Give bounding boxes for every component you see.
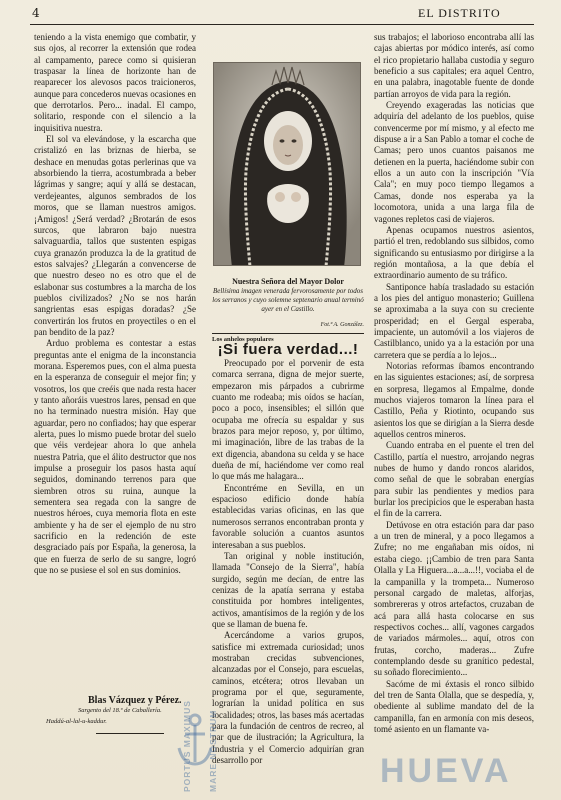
article-headline: ¡Si fuera verdad...!	[217, 341, 359, 358]
caption-title: Nuestra Señora del Mayor Dolor	[232, 277, 344, 286]
paragraph: Santiponce había trasladado su estación a los pies del antiguo monasterio; Guillena se aproximaba a la suya con su creciente prosperidad; en el Gergal esperaba, impaciente, un automóvil a los viajeros de Castilblanco, unido ya a la estación por una carretera que se perdía a lo lejos...	[374, 281, 534, 360]
virgin-image-icon	[214, 63, 361, 266]
paragraph: Tan original y noble institución, llamada "Consejo de la Sierra", había surgido, según me decían, de entre las cenizas de la apatía serrana y estaba constituida por hombres inteligentes, activos, amantísimos de la región y de los que se llaman de buena fe.	[212, 550, 364, 629]
column-right	[374, 32, 534, 735]
paragraph: Apenas ocupamos nuestros asientos, partió el tren, redoblando sus silbidos, como significando su entusiasmo por dirigirse a la región montañosa, a la que debía el extraordinario aumento de su tráfico.	[374, 224, 534, 281]
paragraph: Cuando entraba en el puente el tren del Castillo, partía el nuestro, arrojando negras nubes de humo y dando roncos alaridos, como señal de que le sobraban energías para subir las pendientes y medios para burlar los precipicios que le esperaban hasta el fin de la carrera.	[374, 440, 534, 519]
anchor-icon	[175, 712, 215, 768]
virgin-photo	[213, 62, 361, 266]
paragraph: Notorias reformas íbamos encontrando en las siguientes estaciones; así, de sorpresa en sorpresa, llegamos al Empalme, donde muchos viajeros tomaron la línea para el Castillo, Peña y Riotinto, ocupando sus asientos los que se dirigían a la Sierra desde aquellos centros mineros.	[374, 360, 534, 440]
author-name: Blas Vázquez y Pérez.	[88, 695, 182, 706]
signature-rule	[96, 733, 164, 734]
paragraph: Arduo problema es contestar a estas preguntas ante el enigma de la inconstancia morana. Esperemos pues, con el alma puesta en la esperanza de conseguir el mejor fin; y vosotros, los que creéis que nada resta hacer y tanto añoráis vuestros lares, pensad en que no ha terminado nuestra misión. Hay que aguardar, pero no confiados; hay que esperar alerta, pues lo mismo puede brotar del suelo que véis verdejear ahora lo que anhela nuestra Patria, que el álito destructor que nos impulse a proseguir los pasos hasta aquí seguidos, dominando terrenos para que siembren otros su ruina, aunque la sementera sea regada con la sangre de nuestros héroes, cuya memoria flota en este ambiente y ha de ser el ejemplo de nu stro sacrificio en la redención de este desgraciado país por España, la generosa, la que en fuerza de serlo de su sangre, logró que no se pusiese el sol en sus dominios.	[34, 338, 196, 576]
author-place: Haddú-al-lal-u-kaddur.	[46, 718, 107, 725]
page-number: 4	[32, 6, 40, 20]
watermark-vertical: PORTUS MAXIMUS	[182, 700, 192, 792]
watermark-brand: HUEVA	[380, 752, 512, 790]
paragraph: Preocupado por el porvenir de esta comarca serrana, digna de mejor suerte, empezaron mis párpados a cubrirme cuanto me rodeaba; mis oídos se hacían, poco a poco, insensibles; el sillón que ocupaba me ofrecía su espaldar y sus brazos para mejor reposo, y, por último, mi imaginación, libre de las trabas de la ext digencia, abandona su celda y se hace dueña de mí, haciéndome ver como real lo que más me halagara...	[212, 358, 364, 482]
paragraph: Acercándome a varios grupos, satisfice mi extremada curiosidad; unos mostraban crecidas subvenciones, alcanzadas por el Consejo, para escuelas, caminos, etcétera; otros llevaban un programa por el que, seguramente, lograrían la unidad política en sus localidades; otros, las bases más acertadas para la fundación de centros de recreo, al par que de ilustración; la Agricultura, la Industria y el Comercio adquirían gran desarrollo por	[212, 630, 364, 766]
photo-credit: Fot.ª A. González.	[320, 322, 364, 328]
author-rank: Sargento del 18.º de Caballería.	[78, 707, 162, 714]
section-divider	[212, 333, 364, 334]
column-left	[34, 32, 196, 577]
column-middle	[212, 358, 364, 766]
header-rule	[30, 24, 534, 25]
watermark-vertical: MARE NOSTRUM	[208, 709, 218, 792]
paragraph: teniendo a la vista enemigo que combatir, y sus ojos, al recorrer la extensión que rodea al campamento, parece como si quisieran traspasar la línea de horizonte han de reaparecer los alevosos pacos traicioneros, aunque para concederos nuevas ocasiones en que derrotarlos. Pero... inadal. El campo, solitario, responde con el silencio a la inquisitiva nuestra.	[34, 32, 196, 133]
newspaper-title: EL DISTRITO	[418, 6, 501, 20]
caption-body: Bellísima imagen venerada fervorosamente por todos los serranos y cuyo solemne septenario anual terminó ayer en el Castillo.	[212, 287, 364, 313]
paragraph: Encontréme en Sevilla, en un espacioso edificio donde había establecidas varias oficinas, en las que numerosos serranos encontraban pronta y favorable solución a cuantos asuntos interesaban a sus pueblos.	[212, 482, 364, 550]
paragraph: Creyendo exageradas las noticias que adquiría del adelanto de los pueblos, quise convencerme por mí mismo, y al efecto me dispuse a ir a San Pablo a tomar el coche de Camas; pero unos cuantos paisanos me detienen en la puerta, haciéndome subir con ellos a un auto con la inscripción "Vía Cala"; en muy poco tiempo llegamos a Camas, donde nos esperaba ya la locomotora, unida a una larga fila de vagones repletos casi de viajeros.	[374, 100, 534, 224]
paragraph: Detúvose en otra estación para dar paso a un tren de mineral, y a poco llegamos a Zufre; no me engañaban mis oídos, ni estaba ciego. ¡¡Cambio de tren para Santa Olalla y La Higuera...a...a...!!, vociaba el de la campanilla y la trompeta... Numeroso personal cargado de maletas, alforjas, sombrereras y otros artefactos, cruzaban de acá para allá hasta colocarse en sus respectivos coches... allí, vagones cargados de variados mármoles... aquí, otros con frutas, corcho, maderas... Zufre contemplando desde su granítico pedestal, su soñado florecimiento...	[374, 519, 534, 678]
paragraph: El sol va elevándose, y la escarcha que cristalizó en las briznas de hierba, se deshace en menudas gotas perlerinas que va absorbiendo la tierra, acostumbrada a beber lágrimas y sangre; aquí y allá se destacan, verdejeantes, algunos sembrados de los moros, que se llaman nuestros amigos. ¡Amigos! ¿Será verdad? ¿Brotarán de esos surcos, que labraron bajo nuestra salvaguardia, tallos que sustenten espigas cuya granazón produzca la de la gratitud de estos salvajes? ¿Llegarán a convencerse de que nuestro deseo no es otro que el de eslabonar sus costumbres a la marcha de los pueblos civilizados? ¿No se nos harán sangrientas esas espigas doradas? ¿Se convertirán los frutos en proyectiles o en el pan bendito de la paz?	[34, 134, 196, 337]
paragraph: Sacóme de mi éxtasis el ronco silbido del tren de Santa Olalla, que se despedía, y, obediente al sublime mandato del de la campanilla, fan en armonía con mis deseos, tomé asiento en un flamante va-	[374, 678, 534, 734]
paragraph: sus trabajos; el laborioso encontraba allí las cajas abiertas por módico interés, así como el rico propietario hallaba custodia y seguro beneficio a sus capitales; era aquel Centro, en una palabra, inagotable fuente de donde partían arroyos de vida para la región.	[374, 32, 534, 99]
section-label: Los anhelos populares	[212, 336, 274, 343]
